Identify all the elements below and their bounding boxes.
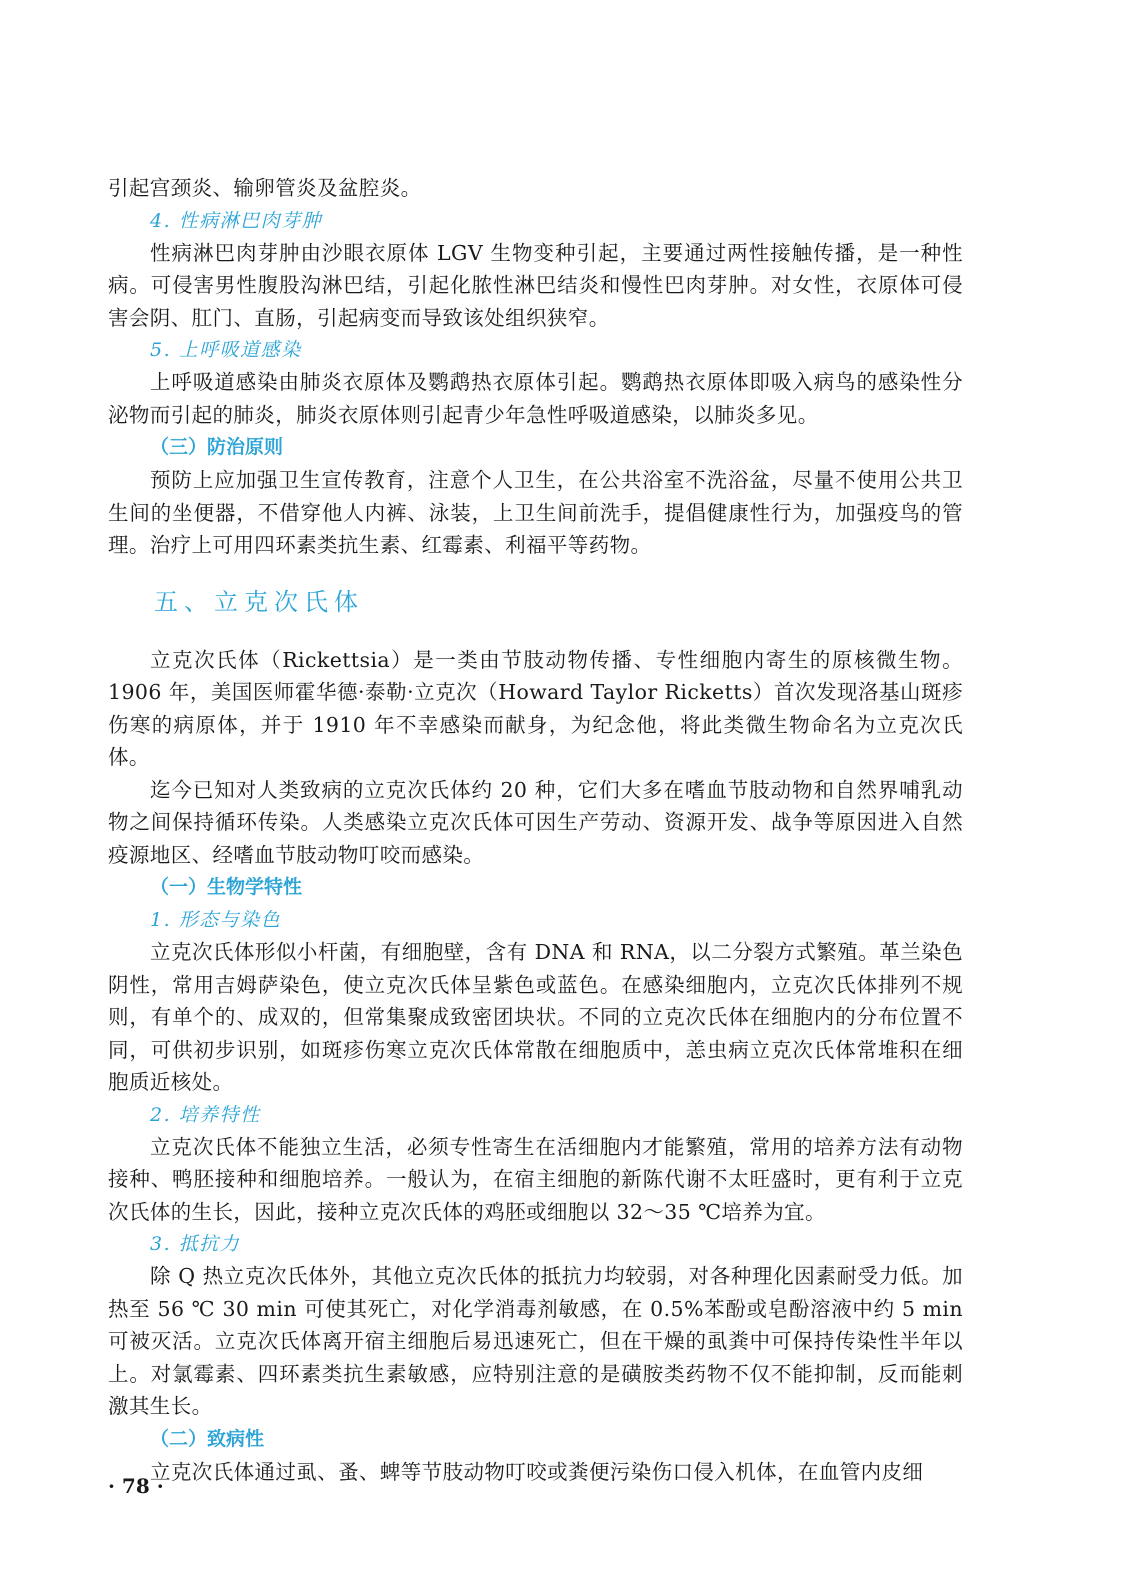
- heading-respiratory: 5. 上呼吸道感染: [150, 339, 302, 361]
- heading-culture: 2. 培养特性: [150, 1103, 261, 1126]
- section-title-rickettsia: 五、立克次氏体: [154, 587, 364, 616]
- page-content: [108, 172, 963, 1488]
- paragraph-intro-1: 立克次氏体（Rickettsia）是一类由节肢动物传播、专性细胞内寄生的原核微生物。1906 年，美国医师霍华德·泰勒·立克次（Howard Taylor Ricketts）首次发现洛基山斑疹伤寒的病原体，并于 1910 年不幸感染而献身，为纪念他，将此类微生物命名为立克次氏体。: [108, 647, 963, 769]
- page-number: · 78 ·: [108, 1474, 164, 1498]
- heading-resistance: 3. 抵抗力: [150, 1233, 241, 1255]
- paragraph-continuation: 引起宫颈炎、输卵管炎及盆腔炎。: [108, 176, 422, 200]
- paragraph-lgv: 性病淋巴肉芽肿由沙眼衣原体 LGV 生物变种引起，主要通过两性接触传播，是一种性病。可侵害男性腹股沟淋巴结，引起化脓性淋巴结炎和慢性巴肉芽肿。对女性，衣原体可侵害会阴、肛门、直肠，引起病变而导致该处组织狭窄。: [108, 240, 963, 330]
- paragraph-intro-2: 迄今已知对人类致病的立克次氏体约 20 种，它们大多在嗜血节肢动物和自然界哺乳动物之间保持循环传染。人类感染立克次氏体可因生产劳动、资源开发、战争等原因进入自然疫源地区、经嗜血节肢动物叮咬而感染。: [108, 777, 963, 867]
- paragraph-prevention: 预防上应加强卫生宣传教育，注意个人卫生，在公共浴室不洗浴盆，尽量不使用公共卫生间的坐便器，不借穿他人内裤、泳装，上卫生间前洗手，提倡健康性行为，加强疫鸟的管理。治疗上可用四环素类抗生素、红霉素、利福平等药物。: [108, 468, 963, 557]
- heading-lgv: 4. 性病淋巴肉芽肿: [150, 209, 323, 232]
- heading-morphology: 1. 形态与染色: [150, 909, 282, 931]
- paragraph-respiratory: 上呼吸道感染由肺炎衣原体及鹦鹉热衣原体引起。鹦鹉热衣原体即吸入病鸟的感染性分泌物而引起的肺炎，肺炎衣原体则引起青少年急性呼吸道感染，以肺炎多见。: [108, 370, 963, 427]
- paragraph-pathogenicity: 立克次氏体通过虱、蚤、蜱等节肢动物叮咬或粪便污染伤口侵入机体，在血管内皮细: [150, 1459, 924, 1484]
- paragraph-culture: 立克次氏体不能独立生活，必须专性寄生在活细胞内才能繁殖，常用的培养方法有动物接种、鸭胚接种和细胞培养。一般认为，在宿主细胞的新陈代谢不太旺盛时，更有利于立克次氏体的生长，因此，接种立克次氏体的鸡胚或细胞以 32～35 ℃培养为宜。: [108, 1134, 963, 1224]
- heading-biology: （一）生物学特性: [150, 876, 303, 898]
- heading-pathogenicity: （二）致病性: [150, 1427, 265, 1450]
- paragraph-morphology: 立克次氏体形似小杆菌，有细胞壁，含有 DNA 和 RNA，以二分裂方式繁殖。革兰染色阴性，常用吉姆萨染色，使立克次氏体呈紫色或蓝色。在感染细胞内，立克次氏体排列不规则，有单个的、成双的，但常集聚成致密团块状。不同的立克次氏体在细胞内的分布位置不同，可供初步识别，如斑疹伤寒立克次氏体常散在细胞质中，恙虫病立克次氏体常堆积在细胞质近核处。: [108, 940, 963, 1094]
- heading-prevention: （三）防治原则: [150, 436, 284, 458]
- paragraph-resistance: 除 Q 热立克次氏体外，其他立克次氏体的抵抗力均较弱，对各种理化因素耐受力低。加热至 56 ℃ 30 min 可使其死亡，对化学消毒剂敏感，在 0.5%苯酚或皂酚溶液中约 5 min 可被灭活。立克次氏体离开宿主细胞后易迅速死亡，但在干燥的虱粪中可保持传染性半年以上。对氯霉素、四环素类抗生素敏感，应特别注意的是磺胺类药物不仅不能抑制，反而能刺激其生长。: [108, 1264, 963, 1418]
